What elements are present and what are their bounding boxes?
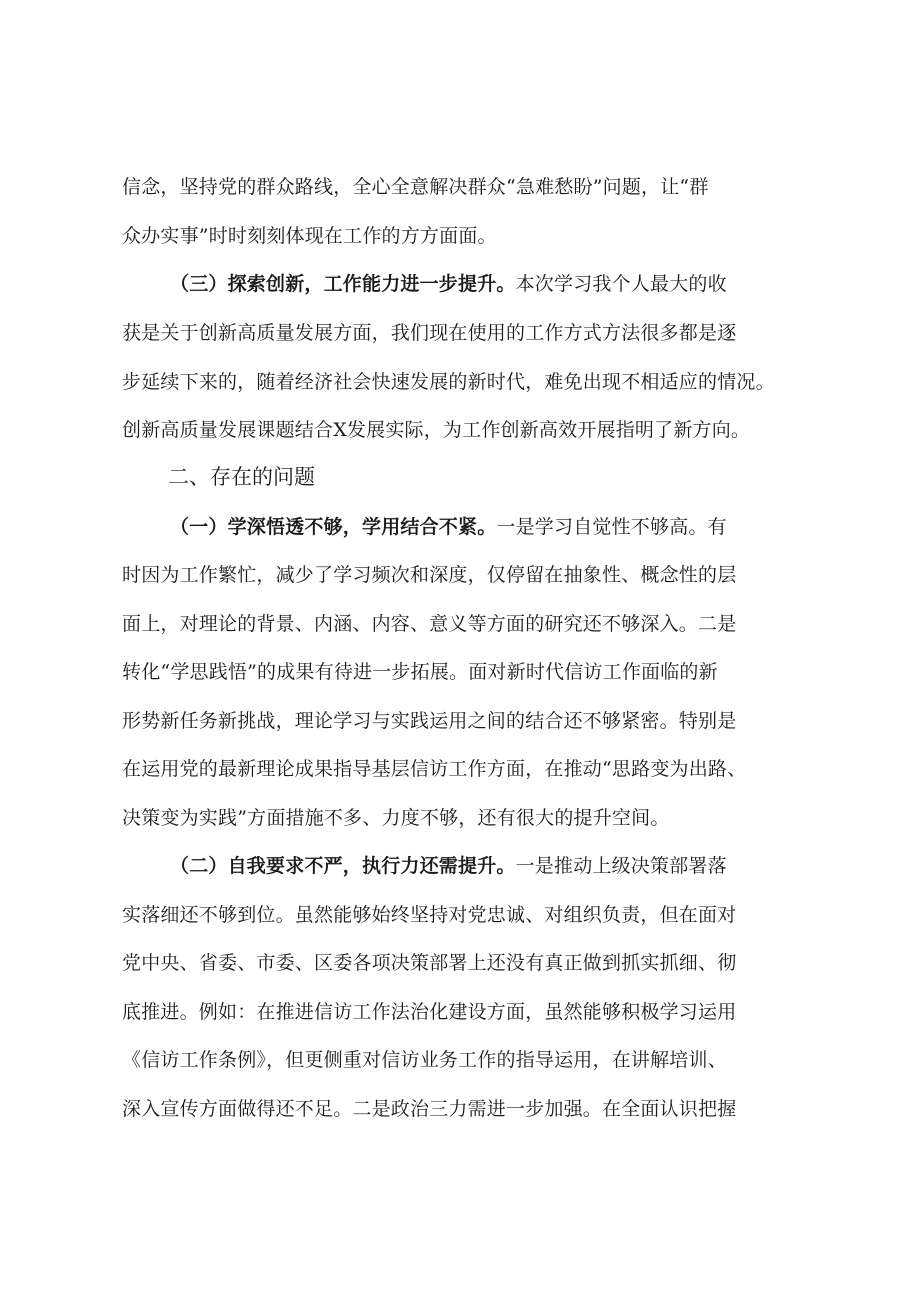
paragraph-line-rest: 一是学习自觉性不够高。有 bbox=[496, 516, 727, 538]
paragraph-line: 《信访工作条例》，但更侧重对信访业务工作的指导运用，在讲解培训、 bbox=[122, 1049, 727, 1071]
paragraph-line: 实落细还不够到位。虽然能够始终坚持对党忠诚、对组织负责，但在面对 bbox=[122, 904, 737, 926]
paragraph-line: 众办实事”时时刻刻体现在工作的方方面面。 bbox=[122, 225, 497, 247]
paragraph-line: 步延续下来的，随着经济社会快速发展的新时代，难免出现不相适应的情况。 bbox=[122, 371, 775, 393]
paragraph-first-line bbox=[170, 514, 812, 540]
paragraph-lead-bold: （二）自我要求不严，执行力还需提升。 bbox=[170, 855, 516, 877]
paragraph-line-rest: 本次学习我个人最大的收 bbox=[515, 273, 727, 295]
paragraph-line: 决策变为实践”方面措施不多、力度不够，还有很大的提升空间。 bbox=[122, 807, 670, 829]
paragraph-line: 深入宣传方面做得还不足。二是政治三力需进一步加强。在全面认识把握 bbox=[122, 1098, 737, 1120]
paragraph-first-line bbox=[170, 271, 812, 297]
paragraph-line: 在运用党的最新理论成果指导基层信访工作方面，在推动“思路变为出路、 bbox=[122, 758, 747, 780]
paragraph-line: 形势新任务新挑战，理论学习与实践运用之间的结合还不够紧密。特别是 bbox=[122, 710, 737, 732]
paragraph-lead-bold: （三）探索创新，工作能力进一步提升。 bbox=[170, 273, 516, 295]
paragraph-line: 党中央、省委、市委、区委各项决策部署上还没有真正做到抓实抓细、彻 bbox=[122, 952, 737, 974]
paragraph-line: 创新高质量发展课题结合X发展实际，为工作创新高效开展指明了新方向。 bbox=[122, 419, 751, 441]
paragraph-first-line bbox=[170, 853, 812, 879]
paragraph-lead-bold: （一）学深悟透不够，学用结合不紧。 bbox=[170, 516, 497, 538]
paragraph-line: 时因为工作繁忙，减少了学习频次和深度，仅停留在抽象性、概念性的层 bbox=[122, 564, 737, 586]
paragraph-line: 获是关于创新高质量发展方面，我们现在使用的工作方式方法很多都是逐 bbox=[122, 322, 737, 344]
paragraph-line-rest: 一是推动上级决策部署落 bbox=[515, 855, 727, 877]
section-heading: 二、存在的问题 bbox=[168, 465, 315, 489]
paragraph-line: 底推进。例如：在推进信访工作法治化建设方面，虽然能够积极学习运用 bbox=[122, 1001, 737, 1023]
paragraph-line: 面上，对理论的背景、内涵、内容、意义等方面的研究还不够深入。二是 bbox=[122, 613, 737, 635]
paragraph-line: 转化“学思践悟”的成果有待进一步拓展。面对新时代信访工作面临的新 bbox=[122, 661, 718, 683]
paragraph-line: 信念，坚持党的群众路线，全心全意解决群众“急难愁盼”问题，让“群 bbox=[122, 176, 709, 198]
